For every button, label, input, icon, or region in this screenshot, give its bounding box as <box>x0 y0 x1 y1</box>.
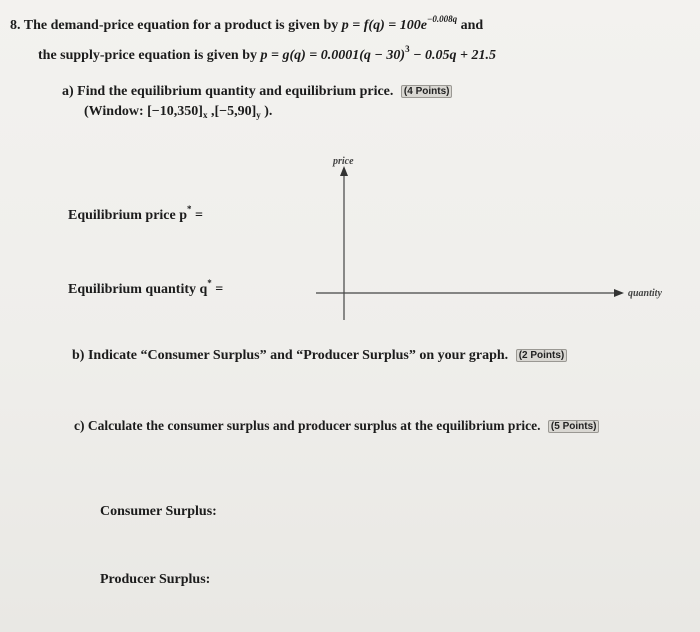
problem-number: 8. <box>10 18 21 33</box>
problem-line-2 <box>38 44 496 64</box>
problem-line-1-text: The demand-price equation for a product is given by <box>23 18 342 33</box>
part-a-points-badge: (4 Points) <box>401 85 453 98</box>
equilibrium-price-equals: = <box>191 208 204 223</box>
x-axis-label: quantity <box>628 288 662 299</box>
problem-line-1-suffix: and <box>457 18 484 33</box>
x-axis-arrow <box>614 289 624 297</box>
part-c-label: c) <box>74 418 85 433</box>
problem-line-2-text: the supply-price equation is given by <box>38 48 261 63</box>
window-y-sub: y <box>256 110 261 120</box>
part-a-label: a) <box>62 84 74 99</box>
equilibrium-quantity-label: Equilibrium quantity q <box>68 282 208 297</box>
demand-equation: p = f(q) = 100e <box>341 18 427 33</box>
supply-exponent: 3 <box>405 44 410 54</box>
window-y-range: ,[−5,90] <box>207 104 257 119</box>
part-a-line <box>62 84 452 100</box>
equilibrium-quantity-equals: = <box>211 282 224 297</box>
problem-line-1 <box>10 14 483 34</box>
equilibrium-price-line: Equilibrium price p* = <box>68 204 204 223</box>
window-x-range: (Window: [−10,350] <box>84 104 203 119</box>
window-close: ). <box>260 104 273 119</box>
supply-equation: p = g(q) = 0.0001(q − 30) <box>260 48 406 63</box>
window-spec <box>84 104 272 120</box>
window-x-sub: x <box>202 110 208 120</box>
part-b-text: Indicate “Consumer Surplus” and “Producer Surplus” on your graph. <box>87 348 509 363</box>
equilibrium-quantity-line: Equilibrium quantity q* = <box>68 278 224 297</box>
y-axis-arrow <box>340 166 348 176</box>
equilibrium-price-label: Equilibrium price p <box>68 208 188 223</box>
producer-surplus-label: Producer Surplus: <box>100 572 211 587</box>
consumer-surplus-label: Consumer Surplus: <box>100 504 217 519</box>
part-c-line <box>74 418 599 434</box>
part-c-text: Calculate the consumer surplus and producer surplus at the equilibrium price. <box>87 418 541 433</box>
part-b-points-badge: (2 Points) <box>516 349 568 362</box>
part-b-line <box>72 348 567 364</box>
blank-graph <box>300 150 700 330</box>
part-a-text: Find the equilibrium quantity and equilibrium price. <box>77 84 394 99</box>
part-b-label: b) <box>72 348 85 363</box>
y-axis-label: price <box>333 156 354 167</box>
demand-exponent: −0.008q <box>426 14 458 24</box>
part-c-points-badge: (5 Points) <box>548 420 600 433</box>
supply-equation-tail: − 0.05q + 21.5 <box>409 48 497 63</box>
